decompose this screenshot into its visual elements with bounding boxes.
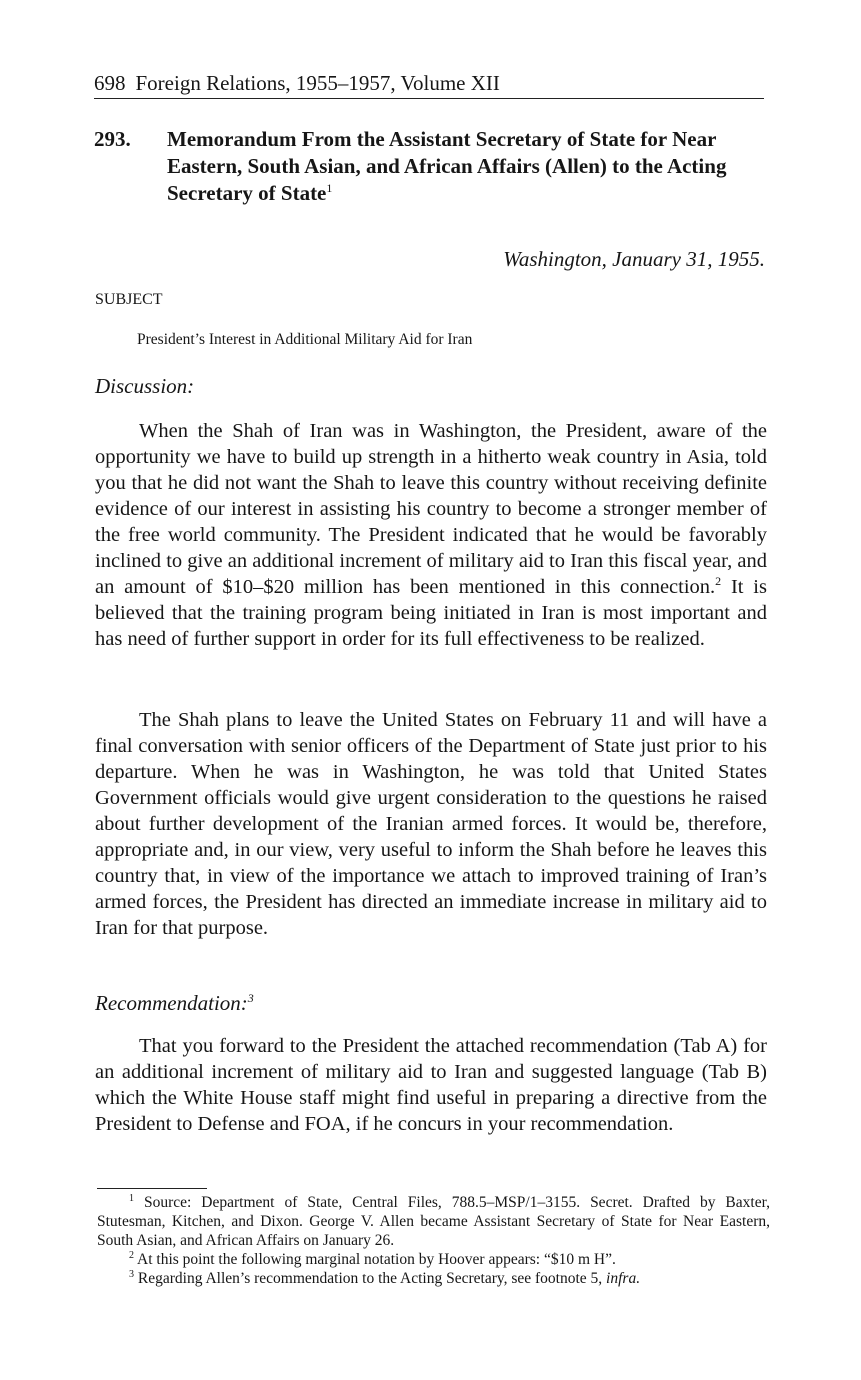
discussion-heading: Discussion:: [95, 374, 195, 398]
footnote-1-text: Source: Department of State, Central Files, 788.5–MSP/1–3155. Secret. Drafted by Baxter, Stutesman, Kitchen, and Dixon. George V. Allen became Assistant Secretary of State for Near Eastern, South Asian, and African Affairs on January 26.: [97, 1194, 770, 1249]
recommendation-heading: [95, 990, 254, 1016]
footnote-1: [97, 1193, 770, 1250]
footnotes: [97, 1193, 770, 1288]
footnote-3: [97, 1269, 770, 1288]
running-head: [94, 70, 764, 99]
footnote-rule: [97, 1188, 207, 1189]
discussion-p1-part2: It is believed that the training program being initiated in Iran is most important and has need of further support in order for its full effectiveness to be realized.: [95, 576, 767, 650]
discussion-paragraph-1: [95, 418, 767, 652]
footnote-2-text: At this point the following marginal notation by Hoover appears: “$10 m H”.: [137, 1251, 616, 1268]
document-title-text: Memorandum From the Assistant Secretary of State for Near Eastern, South Asian, and African Affairs (Allen) to the Acting Secretary of State: [167, 127, 727, 205]
discussion-paragraph-2: The Shah plans to leave the United States on February 11 and will have a final conversation with senior officers of the Department of State just prior to his departure. When he was in Washington, he was told that United States Government officials would give urgent consideration to the questions he raised about further development of the Iranian armed forces. It would be, therefore, appropriate and, in our view, very useful to inform the Shah before he leaves this country that, in view of the importance we attach to improved training of Iran’s armed forces, the President has directed an immediate increase in military aid to Iran for that purpose.: [95, 709, 767, 939]
dateline: Washington, January 31, 1955.: [503, 247, 765, 271]
title-footnote-ref: 1: [326, 181, 333, 195]
page-number: 698: [94, 71, 126, 95]
recommendation-heading-text: Recommendation:: [95, 991, 248, 1015]
discussion-p1-part1: When the Shah of Iran was in Washington, the President, aware of the opportunity we have to build up strength in a hitherto weak country in Asia, told you that he did not want the Shah to leave this country without receiving definite evidence of our interest in assisting his country to become a stronger member of the free world community. The President indicated that he would be favorably inclined to give an additional increment of military aid to Iran this fiscal year, and an amount of $10–$20 million has been mentioned in this connection.: [95, 420, 767, 598]
document-title: [167, 126, 767, 207]
document-number: 293.: [94, 127, 131, 151]
footnote-3-text: Regarding Allen’s recommendation to the Acting Secretary, see footnote 5,: [137, 1270, 607, 1287]
footnote-2: [97, 1250, 770, 1269]
subject-text: President’s Interest in Additional Military Aid for Iran: [137, 331, 473, 348]
footnote-2-mark: 2: [129, 1249, 134, 1261]
recommendation-paragraph: That you forward to the President the attached recommendation (Tab A) for an additional increment of military aid to Iran and suggested language (Tab B) which the White House staff might find useful in preparing a directive from the President to Defense and FOA, if he concurs in your recommendation.: [95, 1035, 767, 1135]
footnote-1-mark: 1: [129, 1192, 134, 1204]
volume-title: Foreign Relations, 1955–1957, Volume XII: [135, 71, 500, 95]
recommendation-footnote-ref: 3: [247, 991, 254, 1005]
subject-label: SUBJECT: [95, 291, 163, 308]
p1-footnote-ref: 2: [715, 574, 722, 589]
footnote-3-mark: 3: [129, 1268, 134, 1280]
footnote-3-italic: infra.: [606, 1270, 641, 1287]
